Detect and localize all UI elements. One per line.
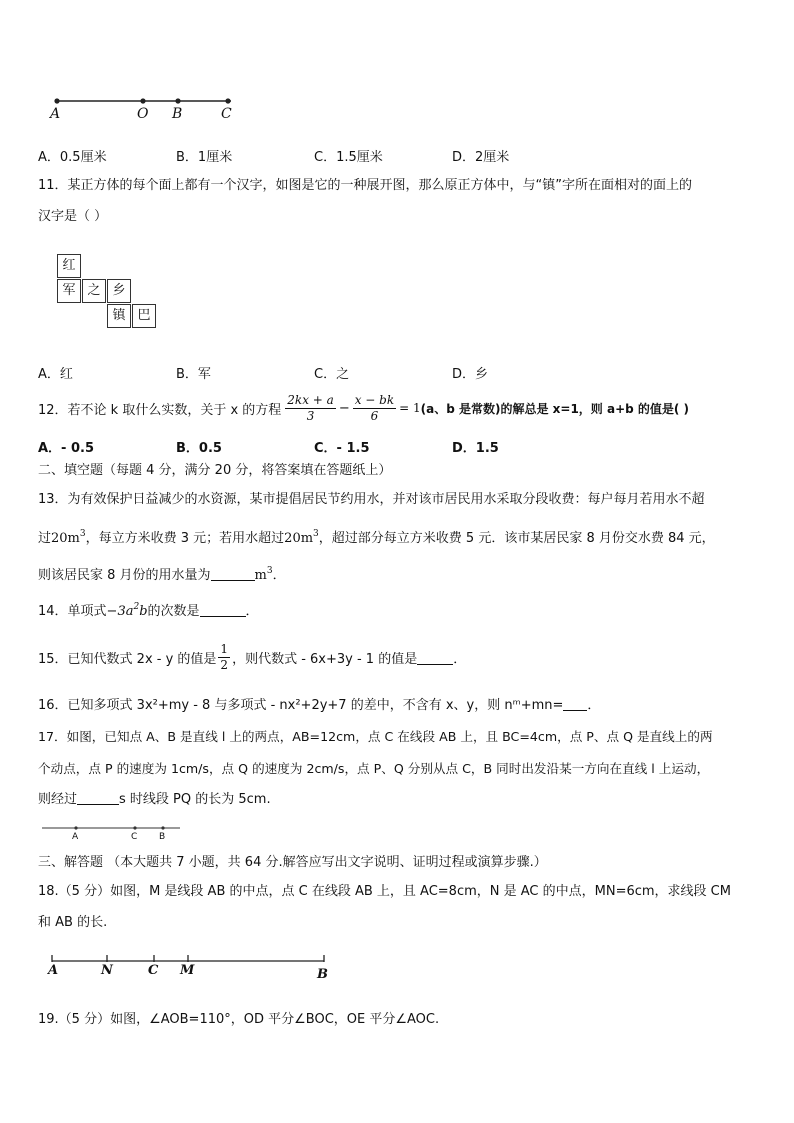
q17-line-3 xyxy=(38,790,271,810)
q12-fraction-1-den: 3 xyxy=(306,408,315,423)
q12-option-c: C．- 1.5 xyxy=(314,441,370,456)
q10-option-a: A．0.5厘米 xyxy=(38,150,107,165)
net-cell-hong: 红 xyxy=(57,254,81,278)
q12-equals: = 1 xyxy=(399,401,421,415)
q13-l2-b: ，每立方米收费 3 元；若用水超过 xyxy=(85,531,285,546)
q13-line-3 xyxy=(38,561,286,586)
q12-fraction-1-num: 2kx + a xyxy=(287,392,334,407)
q18-line-1: 18.（5 分）如图，M 是线段 AB 的中点，点 C 在线段 AB 上，且 AC=8cm，N 是 AC 的中点，MN=6cm，求线段 CM xyxy=(38,884,731,899)
q13-unit-b: $20m^3$ xyxy=(284,529,319,546)
q12-option-d: D．1.5 xyxy=(452,441,499,456)
q14-monomial: $-3a^2b$ xyxy=(106,602,148,619)
q13-line-2 xyxy=(38,524,715,549)
q14-question xyxy=(38,597,259,622)
q16-answer-blank[interactable] xyxy=(563,696,587,711)
q12-option-a: A．- 0.5 xyxy=(38,441,95,456)
net-cell-zhen: 镇 xyxy=(107,304,131,328)
q11-option-d: D．乡 xyxy=(452,367,489,382)
q11-line-2: 汉字是（ ） xyxy=(38,209,108,224)
q13-l3-a: 则该居民家 8 月份的用水量为 xyxy=(38,568,211,583)
q19-line-1: 19.（5 分）如图，∠AOB=110°，OD 平分∠BOC，OE 平分∠AOC. xyxy=(38,1012,440,1027)
q12-fraction-1 xyxy=(285,393,336,424)
q18-line-2: 和 AB 的长. xyxy=(38,915,108,930)
q14-middle: 的次数是 xyxy=(147,604,200,619)
q13-line-1: 13．为有效保护日益减少的水资源，某市提倡居民节约用水，并对该市居民用水采取分段收费：每户每月若用水不超 xyxy=(38,492,705,507)
q15-fraction-num: 1 xyxy=(220,641,229,656)
q11-option-b: B．军 xyxy=(176,367,211,382)
q13-l2-c: ，超过部分每立方米收费 5 元．该市某居民家 8 月份交水费 84 元， xyxy=(318,531,715,546)
q18-label-m: M xyxy=(180,963,195,978)
section-3-heading: 三、解答题 （本大题共 7 小题，共 64 分.解答应写出文字说明、证明过程或演算步骤.） xyxy=(38,855,547,870)
q12-suffix: (a、b 是常数)的解总是 x=1，则 a+b 的值是( ) xyxy=(420,401,690,416)
q18-label-n: N xyxy=(101,963,113,978)
q17-l3-b: s 时线段 PQ 的长为 5cm. xyxy=(119,792,271,807)
q13-l2-a: 过 xyxy=(38,531,52,546)
q18-label-c: C xyxy=(148,963,159,978)
q17-label-c: C xyxy=(131,832,138,842)
q15-end: ． xyxy=(453,651,467,667)
q11-option-c: C．之 xyxy=(314,367,350,382)
q17-l3-a: 则经过 xyxy=(38,792,78,807)
q12-fraction-2-den: 6 xyxy=(370,408,379,423)
q11-line-1: 11．某正方体的每个面上都有一个汉字，如图是它的一种展开图，那么原正方体中，与“镇”字所在面相对的面上的 xyxy=(38,178,693,193)
section-2-heading: 二、填空题（每题 4 分，满分 20 分，将答案填在答题纸上） xyxy=(38,463,392,478)
cube-net-figure xyxy=(57,254,161,332)
q12-minus: − xyxy=(338,400,350,416)
q14-prefix: 14．单项式 xyxy=(38,604,107,619)
net-cell-jun: 军 xyxy=(57,279,81,303)
q10-option-b: B．1厘米 xyxy=(176,150,233,165)
q16-end: ． xyxy=(587,698,601,713)
q13-unit-a: $20m^3$ xyxy=(51,529,86,546)
q11-option-a: A．红 xyxy=(38,367,73,382)
q16-question xyxy=(38,696,600,716)
q12-fraction-2-num: x − bk xyxy=(354,392,395,407)
point-label-b: B xyxy=(172,106,183,122)
q13-answer-blank[interactable] xyxy=(211,566,255,581)
q17-line-1: 17．如图，已知点 A、B 是直线 l 上的两点，AB=12cm，点 C 在线段 AB 上，且 BC=4cm，点 P、点 Q 是直线上的两 xyxy=(38,729,713,744)
q17-line-2: 个动点，点 P 的速度为 1cm/s，点 Q 的速度为 2cm/s，点 P、Q 分别从点 C，B 同时出发沿某一方向在直线 l 上运动， xyxy=(38,761,710,776)
q17-label-a: A xyxy=(72,832,79,842)
q16-text: 16．已知多项式 3x²+my - 8 与多项式 - nx²+2y+7 的差中，不含有 x、y，则 nᵐ+mn= xyxy=(38,698,564,713)
net-cell-zhi: 之 xyxy=(82,279,106,303)
q15-question xyxy=(38,638,466,676)
net-cell-xiang: 乡 xyxy=(107,279,131,303)
q18-label-a: A xyxy=(48,963,59,978)
q15-fraction-den: 2 xyxy=(220,657,229,672)
point-label-c: C xyxy=(221,106,232,122)
q15-fraction xyxy=(218,642,230,673)
net-cell-ba: 巴 xyxy=(132,304,156,328)
q10-option-c: C．1.5厘米 xyxy=(314,150,383,165)
q17-answer-blank[interactable] xyxy=(77,790,119,805)
q15-answer-blank[interactable] xyxy=(417,650,453,665)
q12-fraction-2 xyxy=(353,393,396,424)
q17-label-b: B xyxy=(159,832,166,842)
q15-middle: ，则代数式 - 6x+3y - 1 的值是 xyxy=(232,651,418,667)
q12-option-b: B．0.5 xyxy=(176,441,222,456)
q13-l3-b: ． xyxy=(272,568,286,583)
q14-end: ． xyxy=(245,604,259,619)
point-label-a: A xyxy=(50,106,61,122)
q14-answer-blank[interactable] xyxy=(200,602,246,617)
q12-question xyxy=(38,390,689,426)
q10-option-d: D．2厘米 xyxy=(452,150,510,165)
q13-unit-c: $m^3$ xyxy=(254,566,273,583)
point-label-o: O xyxy=(137,106,149,122)
q15-prefix: 15．已知代数式 2x - y 的值是 xyxy=(38,651,217,667)
q12-prefix: 12．若不论 k 取什么实数，关于 x 的方程 xyxy=(38,402,282,418)
q18-label-b: B xyxy=(317,967,328,982)
